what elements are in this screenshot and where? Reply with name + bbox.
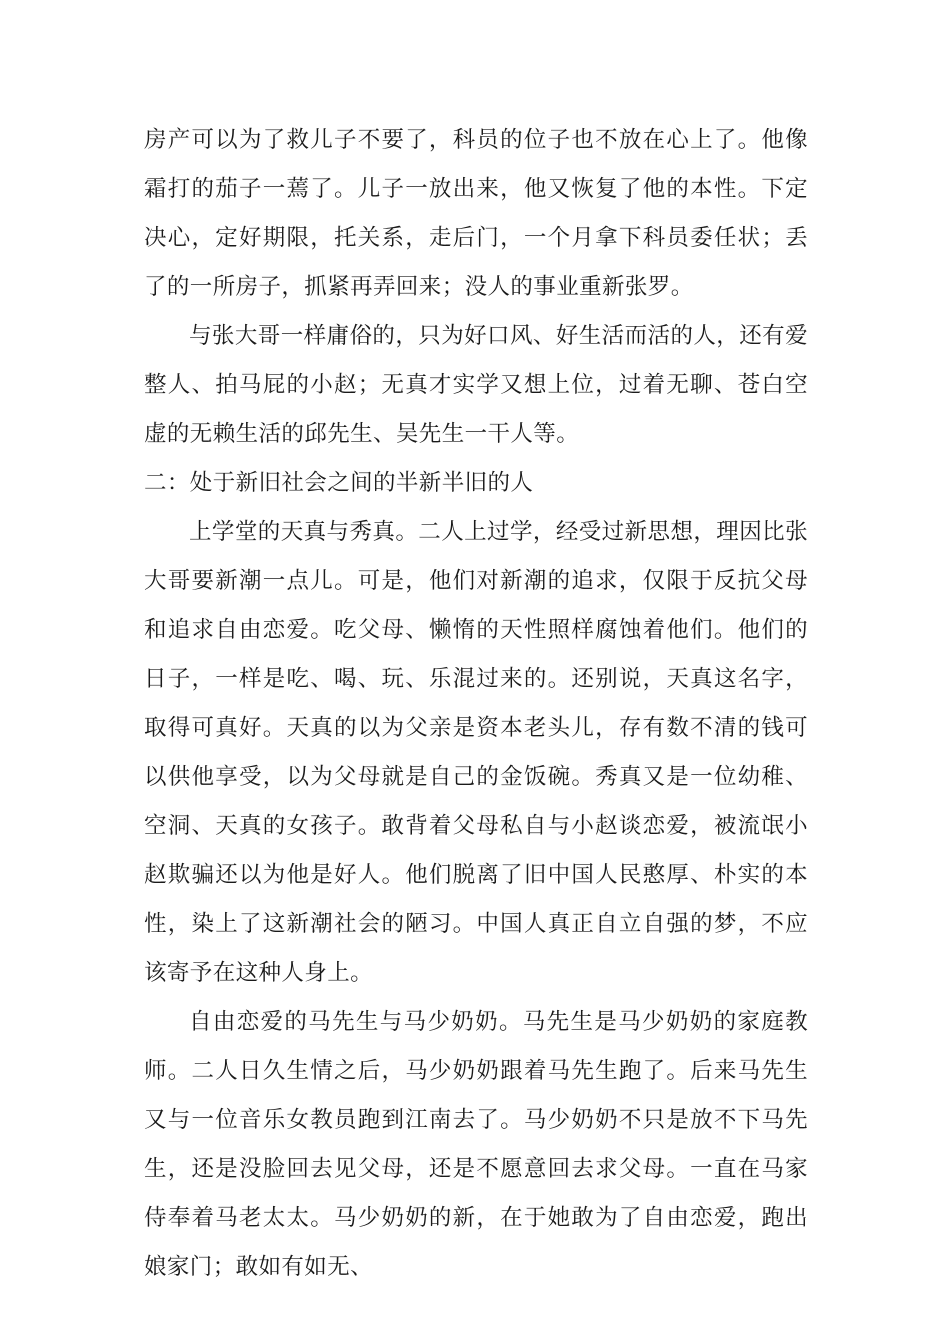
paragraph-ma-xiansheng: 自由恋爱的马先生与马少奶奶。马先生是马少奶奶的家庭教师。二人日久生情之后，马少奶奶跟着马先生跑了。后来马先生又与一位音乐女教员跑到江南去了。马少奶奶不只是放不下马先生，还是没脸回去见父母，还是不愿意回去求父母。一直在马家侍奉着马老太太。马少奶奶的新，在于她敢为了自由恋爱，跑出娘家门；敢如有如无、 (144, 1009, 808, 1280)
section-heading: 二：处于新旧社会之间的半新半旧的人 (144, 470, 534, 496)
paragraph-continuation: 房产可以为了救儿子不要了，科员的位子也不放在心上了。他像霜打的茄子一蔫了。儿子一放出来，他又恢复了他的本性。下定决心，定好期限，托关系，走后门，一个月拿下科员委任状；丢了的一所房子，抓紧再弄回来；没人的事业重新张罗。 (144, 127, 808, 300)
paragraph-zhang-dage-peers: 与张大哥一样庸俗的，只为好口风、好生活而活的人，还有爱整人、拍马屁的小赵；无真才实学又想上位，过着无聊、苍白空虚的无赖生活的邱先生、吴先生一干人等。 (144, 323, 808, 447)
paragraph-tianzhen-xiuzhen: 上学堂的天真与秀真。二人上过学，经受过新思想，理因比张大哥要新潮一点儿。可是，他们对新潮的追求，仅限于反抗父母和追求自由恋爱。吃父母、懒惰的天性照样腐蚀着他们。他们的日子，一样是吃、喝、玩、乐混过来的。还别说，天真这名字，取得可真好。天真的以为父亲是资本老头儿，存有数不清的钱可以供他享受，以为父母就是自己的金饭碗。秀真又是一位幼稚、空洞、天真的女孩子。敢背着父母私自与小赵谈恋爱，被流氓小赵欺骗还以为他是好人。他们脱离了旧中国人民憨厚、朴实的本性，染上了这新潮社会的陋习。中国人真正自立自强的梦，不应该寄予在这种人身上。 (144, 519, 808, 986)
body-text (144, 116, 808, 1292)
